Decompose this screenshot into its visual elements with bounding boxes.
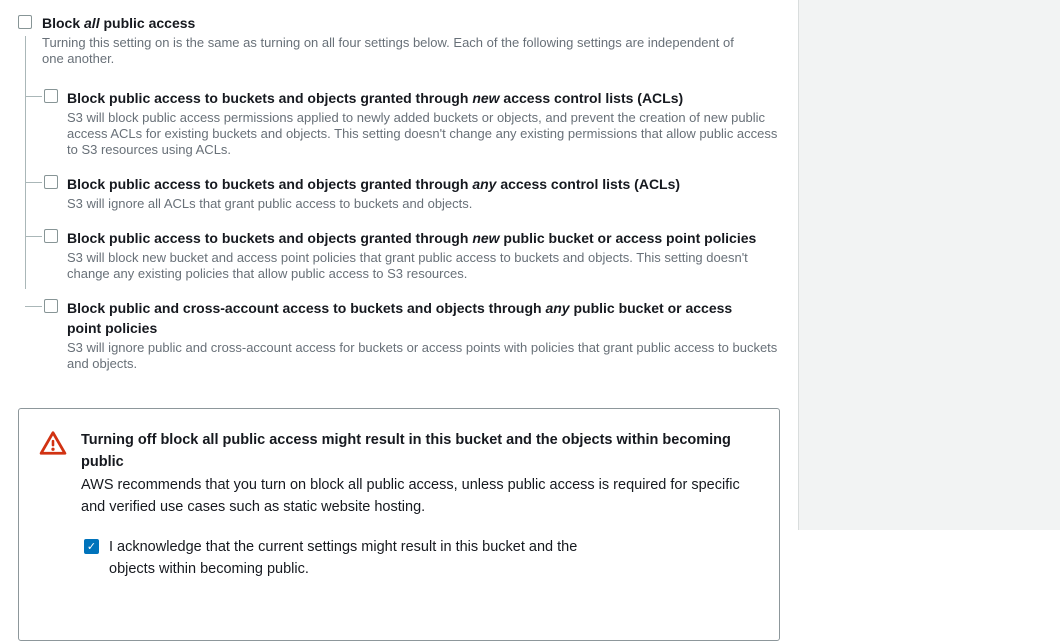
- setting-block-new-acls: [44, 88, 798, 158]
- setting-title[interactable]: Block public access to buckets and objects granted through any access control lists (ACLs): [67, 176, 681, 192]
- settings-tree: [18, 14, 798, 372]
- block-any-cross-account-checkbox[interactable]: [44, 299, 58, 313]
- setting-block-any-acls: [44, 174, 798, 212]
- block-all-public-access-checkbox[interactable]: [18, 15, 32, 29]
- setting-title[interactable]: Block public access to buckets and objects granted through new access control lists (ACLs): [67, 90, 684, 106]
- block-any-acls-checkbox[interactable]: [44, 175, 58, 189]
- acknowledge-checkbox[interactable]: ✓: [84, 539, 99, 554]
- warning-body-text: AWS recommends that you turn on block all public access, unless public access is required for specific and verified use cases such as static website hosting.: [81, 477, 740, 515]
- setting-block-new-policies: [44, 228, 798, 282]
- warning-title: Turning off block all public access might result in this bucket and the objects within becoming public: [81, 432, 731, 470]
- setting-description: S3 will ignore all ACLs that grant public access to buckets and objects.: [67, 196, 473, 211]
- tree-connector-line: [25, 36, 26, 289]
- block-new-policies-checkbox[interactable]: [44, 229, 58, 243]
- setting-block-any-cross-account: [44, 298, 798, 372]
- setting-title[interactable]: Block public access to buckets and objects granted through new public bucket or access point policies: [67, 230, 757, 246]
- setting-title[interactable]: Block public and cross-account access to buckets and objects through any public bucket or access point policies: [67, 300, 733, 336]
- right-background-panel: [798, 0, 1060, 530]
- setting-description: S3 will block new bucket and access point policies that grant public access to buckets and objects. This setting doesn't change any existing policies that allow public access to S3 resources.: [67, 250, 748, 281]
- warning-triangle-icon: [39, 429, 67, 457]
- setting-description: S3 will ignore public and cross-account access for buckets or access points with policies that grant public access to buckets and objects.: [67, 340, 778, 371]
- setting-title[interactable]: Block all public access: [42, 15, 196, 31]
- acknowledge-label[interactable]: I acknowledge that the current settings might result in this bucket and the objects within becoming public.: [109, 539, 578, 577]
- warning-content: [81, 429, 759, 580]
- setting-description: Turning this setting on is the same as turning on all four settings below. Each of the following settings are independent of one another.: [42, 35, 734, 66]
- public-access-warning-alert: [18, 408, 780, 641]
- setting-description: S3 will block public access permissions applied to newly added buckets or objects, and prevent the creation of new public access ACLs for existing buckets and objects. This setting doesn't change any existing permissions that allow public access to S3 resources using ACLs.: [67, 110, 778, 157]
- block-new-acls-checkbox[interactable]: [44, 89, 58, 103]
- setting-block-all-public-access: [18, 14, 798, 67]
- acknowledge-row: [84, 536, 759, 580]
